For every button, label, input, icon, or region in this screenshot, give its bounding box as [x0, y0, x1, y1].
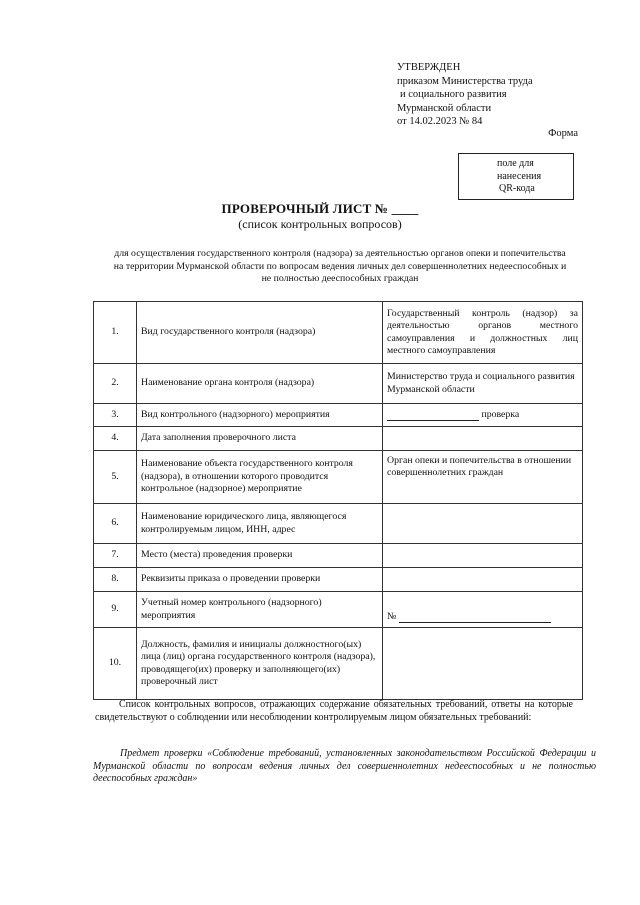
inspection-subject-paragraph: Предмет проверки «Соблюдение требований, установленных законодательством Российской Федерации и Мурманской области по вопросам ведения личных дел совершеннолетних недееспособных и не полностью дееспособных граждан»	[93, 748, 596, 785]
row-name: Вид государственного контроля (надзора)	[137, 302, 383, 364]
row-value: проверка	[481, 408, 520, 420]
document-subtitle: (список контрольных вопросов)	[238, 217, 402, 231]
approval-date-number: от 14.02.2023 № 84	[397, 116, 483, 128]
row-number: 8.	[94, 568, 137, 592]
form-label: Форма	[548, 128, 578, 139]
row-number: 6.	[94, 504, 137, 544]
table-row	[94, 504, 583, 544]
document-title: ПРОВЕРОЧНЫЙ ЛИСТ № ____	[221, 201, 419, 216]
qr-box-line-1: поле для	[497, 158, 534, 169]
row-number: 9.	[94, 592, 137, 628]
row-name: Должность, фамилия и инициалы должностного(ых) лица (лиц) органа государственного контроля (надзора), проводящего(их) проверку и заполняющего(их) проверочный лист	[137, 628, 383, 700]
approval-region-line: Мурманской области	[397, 102, 492, 114]
approval-heading: УТВЕРЖДЕН	[397, 62, 461, 73]
requirements-paragraph: Список контрольных вопросов, отражающих содержание обязательных требований, ответы на которые свидетельствуют о соблюдении или несоблюдении контролируемым лицом обязательных требований:	[95, 699, 573, 723]
table-row	[94, 427, 583, 451]
row-number: 1.	[94, 302, 137, 364]
row-name: Место (места) проведения проверки	[137, 544, 383, 568]
document-purpose: для осуществления государственного контроля (надзора) за деятельностью органов опеки и попечительства на территории Мурманской области по вопросам ведения личных дел совершеннолетних недееспособных и не полностью дееспособных граждан	[113, 248, 567, 285]
table-row	[94, 302, 583, 364]
row-number: 2.	[94, 364, 137, 404]
approval-order-line: приказом Министерства труда	[397, 75, 533, 87]
row-name: Учетный номер контрольного (надзорного) мероприятия	[137, 592, 383, 628]
approval-stamp	[397, 61, 627, 129]
row-value-cell	[383, 404, 583, 427]
row-value	[383, 568, 583, 592]
row-number: 3.	[94, 404, 137, 427]
row-number: 5.	[94, 451, 137, 504]
checklist-table	[93, 301, 583, 700]
row-name: Наименование органа контроля (надзора)	[137, 364, 383, 404]
table-row	[94, 592, 583, 628]
approval-ministry-line: и социального развития	[400, 89, 507, 101]
qr-box-line-2: нанесения	[497, 170, 542, 182]
table-row	[94, 404, 583, 427]
table-row	[94, 568, 583, 592]
row-value	[383, 628, 583, 700]
table-row	[94, 364, 583, 404]
row-value-cell	[383, 592, 583, 628]
table-row	[94, 451, 583, 504]
row-value	[383, 504, 583, 544]
row-name: Наименование объекта государственного контроля (надзора), в отношении которого проводится контрольное (надзорное) мероприятие	[137, 451, 383, 504]
row-number: 7.	[94, 544, 137, 568]
row-value	[383, 427, 583, 451]
row-number: 10.	[94, 628, 137, 700]
row-number: 4.	[94, 427, 137, 451]
blank-line	[387, 410, 479, 421]
table-row	[94, 628, 583, 700]
blank-line	[399, 612, 551, 623]
row-name: Реквизиты приказа о проведении проверки	[137, 568, 383, 592]
row-value: Государственный контроль (надзор) за деятельностью органов местного самоуправления и должностных лиц местного самоуправления	[383, 302, 583, 364]
qr-code-field	[458, 153, 574, 200]
row-name: Вид контрольного (надзорного) мероприятия	[137, 404, 383, 427]
qr-box-line-3: QR-кода	[499, 183, 535, 194]
row-value	[383, 544, 583, 568]
row-value: №	[387, 610, 397, 622]
row-value: Министерство труда и социального развития Мурманской области	[383, 364, 583, 404]
row-name: Наименование юридического лица, являющегося контролируемым лицом, ИНН, адрес	[137, 504, 383, 544]
table-row	[94, 544, 583, 568]
row-name: Дата заполнения проверочного листа	[137, 427, 383, 451]
row-value: Орган опеки и попечительства в отношении совершеннолетних граждан	[383, 451, 583, 504]
